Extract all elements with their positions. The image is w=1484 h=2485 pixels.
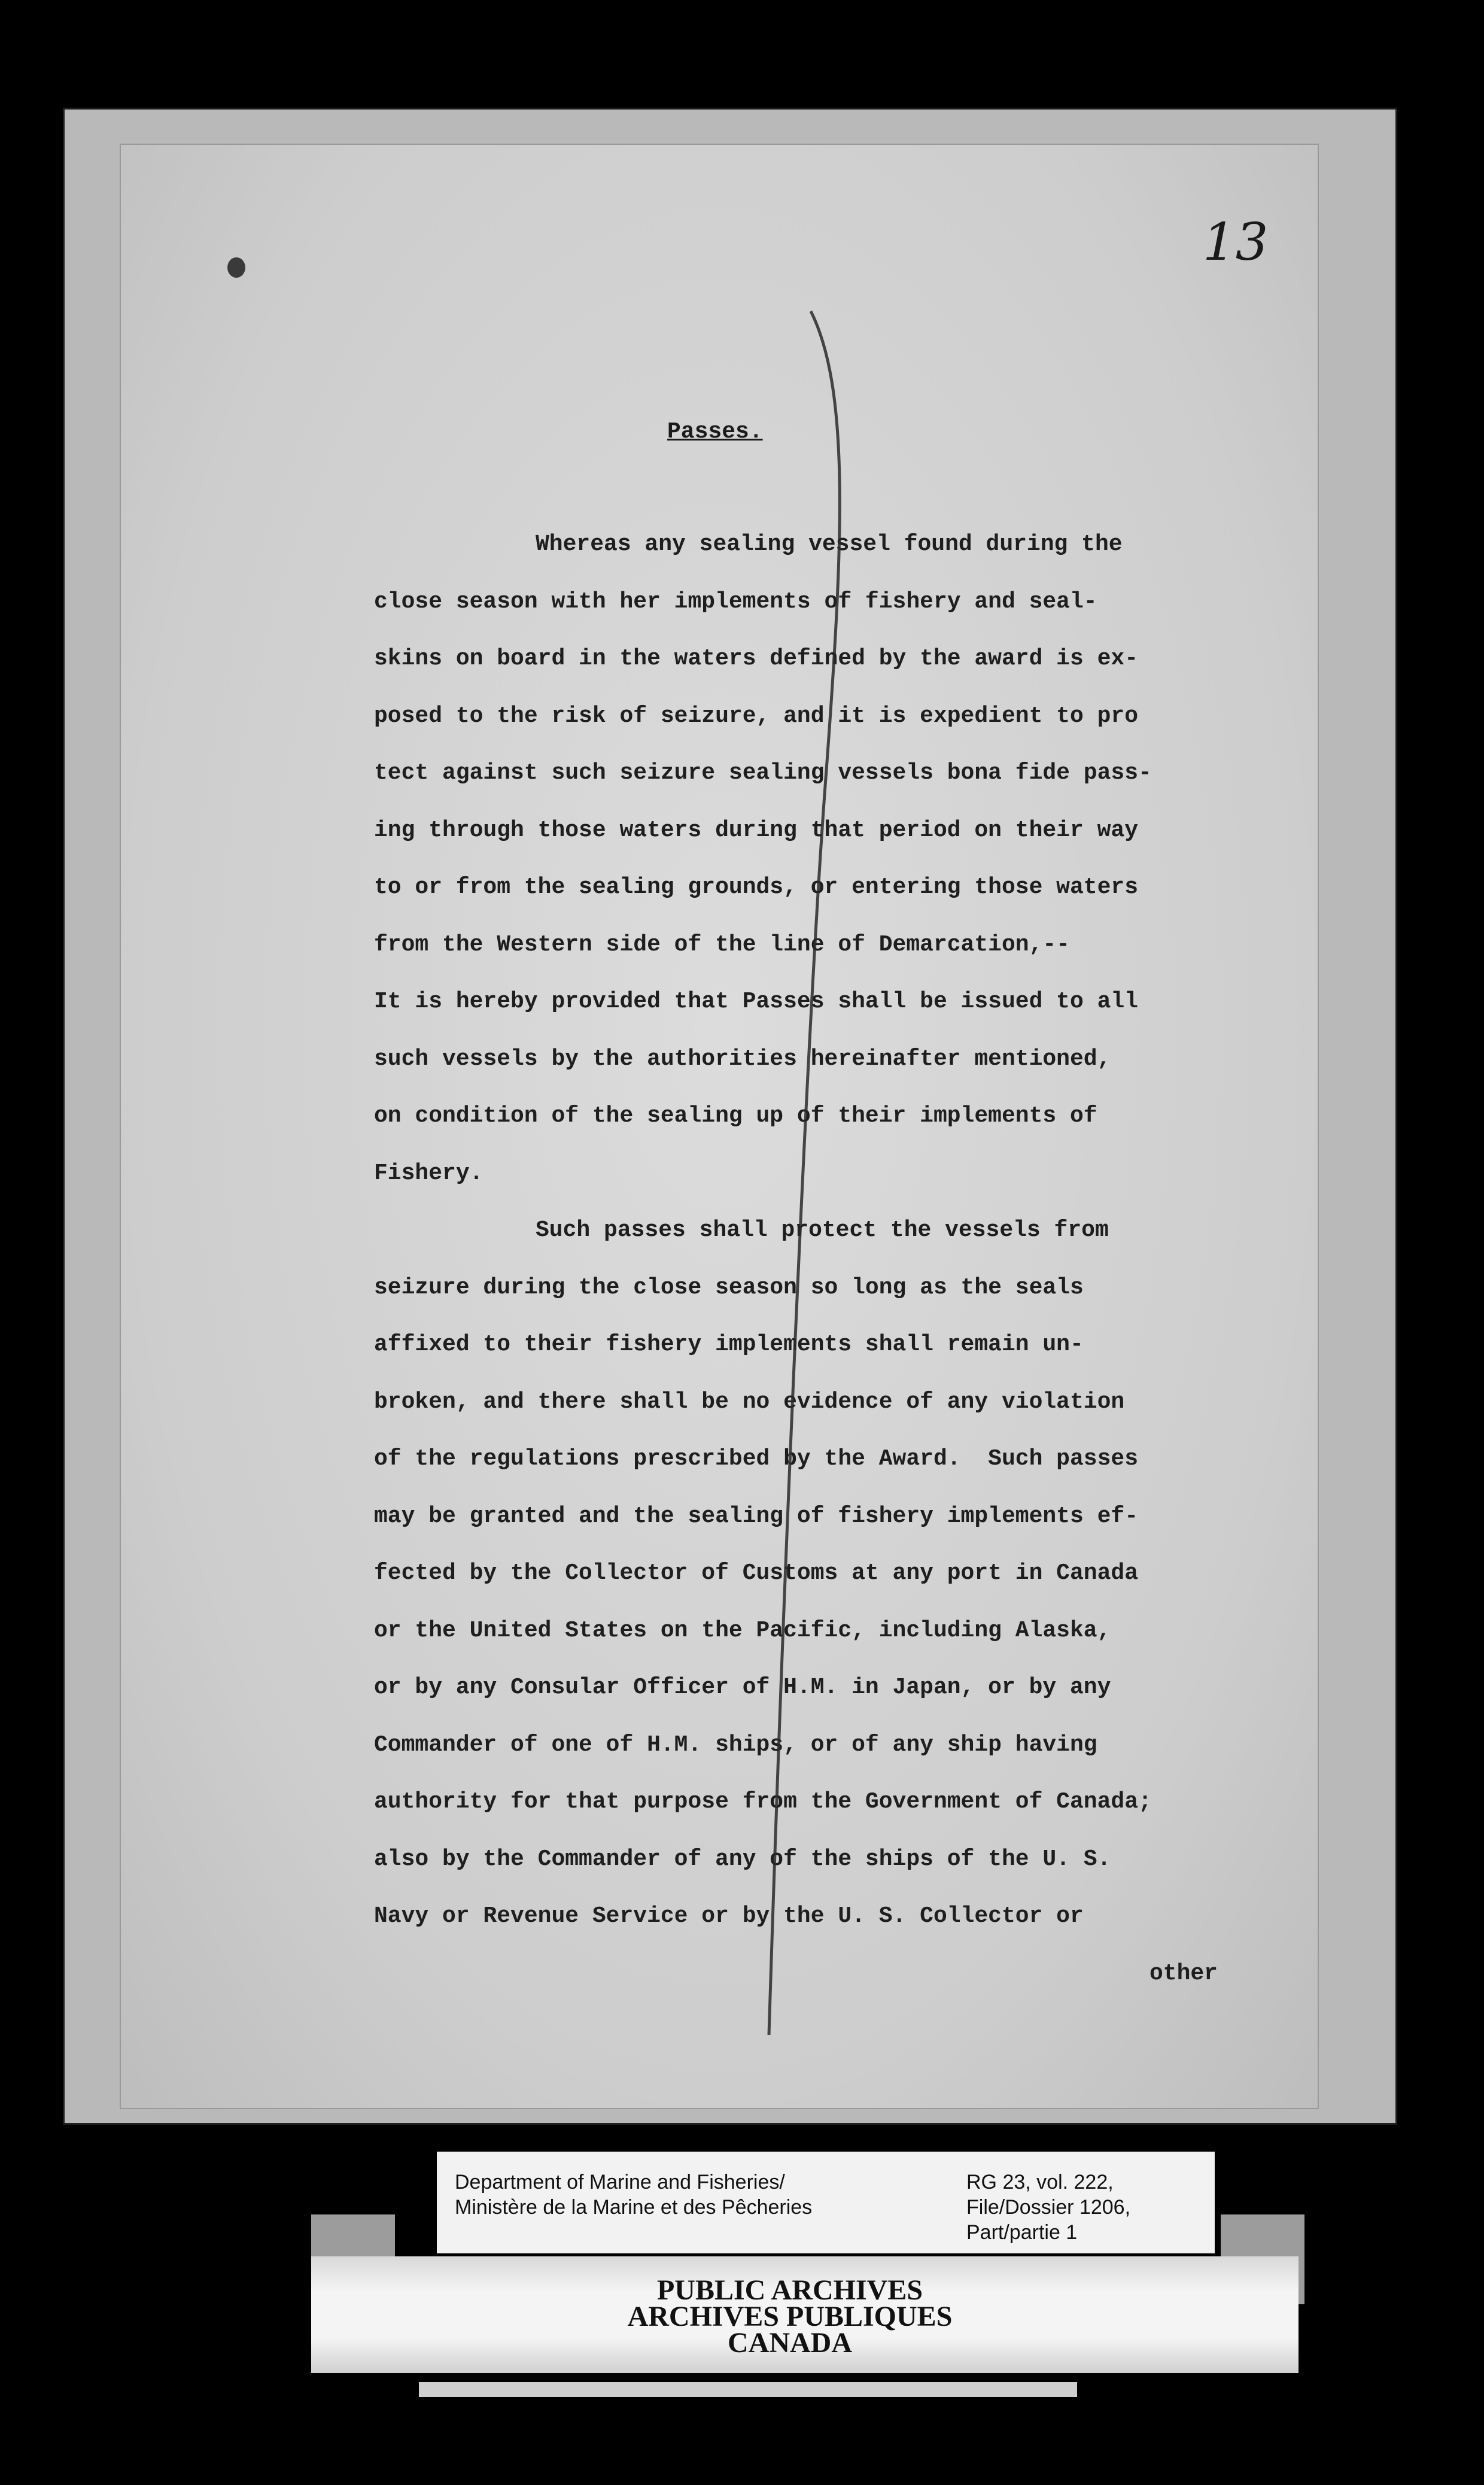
text-line: Whereas any sealing vessel found during the	[536, 531, 1123, 557]
archives-stamp	[521, 2274, 1059, 2359]
text-line: also by the Commander of any of the ships of the U. S.	[374, 1846, 1111, 1872]
text-line: other	[1149, 1960, 1218, 1986]
text-line: such vessels by the authorities hereinafter mentioned,	[374, 1046, 1111, 1072]
label-bottom-strip	[419, 2382, 1077, 2397]
archive-department	[455, 2170, 812, 2220]
text-line: to or from the sealing grounds, or entering those waters	[374, 874, 1139, 900]
text-line: Such passes shall protect the vessels from	[536, 1217, 1109, 1243]
text-line: or by any Consular Officer of H.M. in Japan, or by any	[374, 1675, 1111, 1700]
text-line: posed to the risk of seizure, and it is expedient to pro	[374, 703, 1139, 729]
text-line: Commander of one of H.M. ships, or of any ship having	[374, 1731, 1097, 1758]
text-line: of the regulations prescribed by the Award. Such passes	[374, 1446, 1139, 1472]
punch-hole-mark	[227, 257, 245, 278]
department-french: Ministère de la Marine et des Pêcheries	[455, 2196, 813, 2219]
reference-volume: RG 23, vol. 222,	[966, 2171, 1114, 2194]
text-line: affixed to their fishery implements shall remain un-	[374, 1332, 1084, 1357]
text-line: It is hereby provided that Passes shall be issued to all	[374, 989, 1139, 1014]
stamp-line-canada: CANADA	[728, 2327, 852, 2359]
text-line: ing through those waters during that period on their way	[374, 817, 1139, 843]
handwritten-page-number: 13	[1203, 212, 1269, 272]
text-line: broken, and there shall be no evidence of any violation	[374, 1389, 1125, 1415]
text-line: or the United States on the Pacific, including Alaska,	[374, 1617, 1111, 1643]
document-title: Passes.	[667, 419, 763, 445]
text-line: may be granted and the sealing of fishery implements ef-	[374, 1503, 1139, 1529]
reference-part: Part/partie 1	[966, 2221, 1078, 2244]
text-line: tect against such seizure sealing vessels bona fide pass-	[374, 760, 1152, 786]
reference-file: File/Dossier 1206,	[966, 2196, 1131, 2219]
archive-reference	[966, 2170, 1130, 2245]
text-line: close season with her implements of fishery and seal-	[374, 588, 1097, 615]
stamp-line-archives-publiques: ARCHIVES PUBLIQUES	[627, 2301, 953, 2332]
department-english: Department of Marine and Fisheries/	[455, 2171, 785, 2194]
text-line: skins on board in the waters defined by the award is ex-	[374, 646, 1139, 672]
text-line: fected by the Collector of Customs at any port in Canada	[374, 1560, 1139, 1586]
document-body	[374, 527, 1242, 2013]
text-line: from the Western side of the line of Demarcation,--	[374, 931, 1070, 958]
text-line: authority for that purpose from the Government of Canada;	[374, 1789, 1152, 1815]
text-line: Navy or Revenue Service or by the U. S. Collector or	[374, 1903, 1084, 1929]
text-line: seizure during the close season so long as the seals	[374, 1274, 1084, 1301]
stamp-line-public-archives: PUBLIC ARCHIVES	[656, 2274, 923, 2306]
text-line: on condition of the sealing up of their implements of	[374, 1103, 1097, 1129]
text-line: Fishery.	[374, 1160, 483, 1186]
